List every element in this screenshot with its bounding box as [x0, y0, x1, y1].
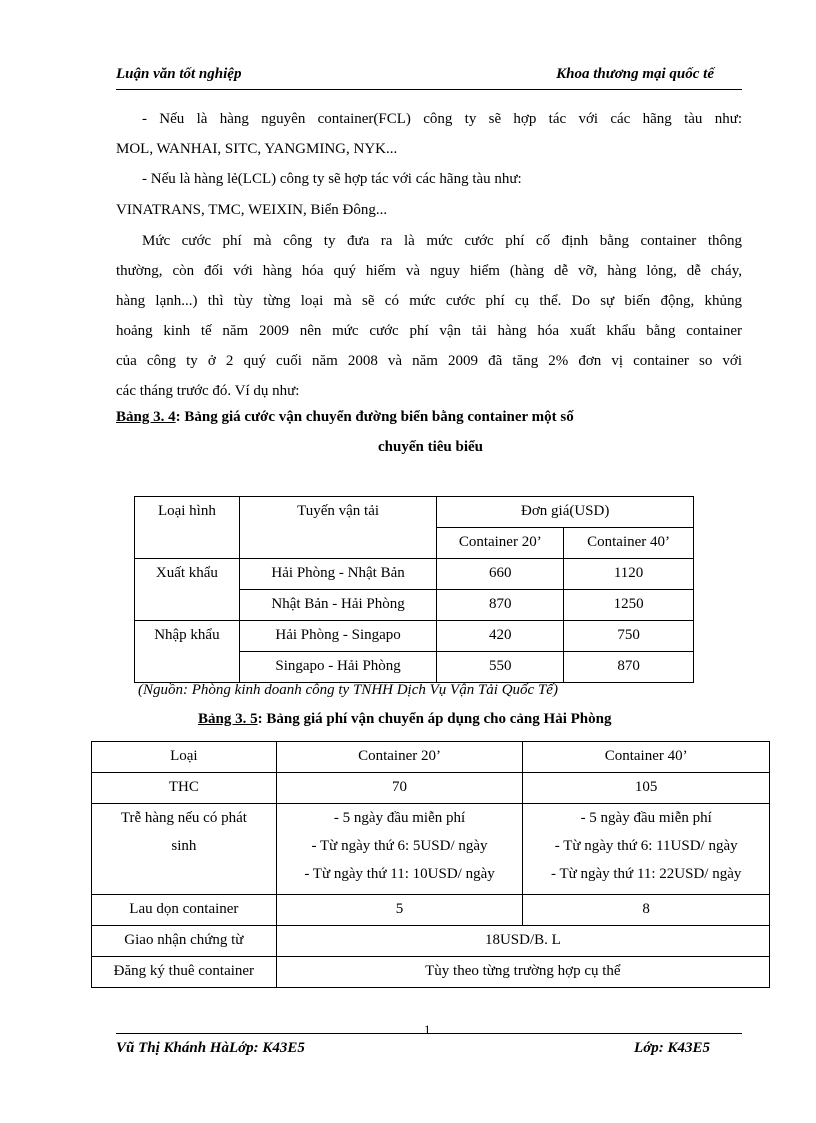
table2-thc-c20: 70	[276, 773, 523, 804]
table1-c40: 1250	[564, 590, 694, 621]
paragraph-pricing-line4: hoảng kinh tế năm 2009 nên mức cước phí vận tải hàng hóa xuất khẩu bằng container	[116, 323, 742, 339]
table2-caption-label: Bảng 3. 5	[198, 711, 258, 727]
table2-delay-c40-line: - Từ ngày thứ 11: 22USD/ ngày	[550, 866, 742, 882]
footer-rule	[116, 1033, 742, 1034]
paragraph-fcl-line2: MOL, WANHAI, SITC, YANGMING, NYK...	[116, 141, 398, 157]
footer-left: Vũ Thị Khánh HàLớp: K43E5	[116, 1040, 305, 1056]
table2-delay-c40-line: - Từ ngày thứ 6: 11USD/ ngày	[554, 838, 738, 854]
table2-delay-c20-line: - Từ ngày thứ 11: 10USD/ ngày	[304, 866, 495, 882]
table1-route: Hải Phòng - Nhật Bản	[239, 559, 437, 590]
table2-delay-label-line: sinh	[171, 838, 197, 854]
table2-header-c20: Container 20’	[276, 742, 523, 773]
table2-cleaning-c40: 8	[523, 895, 770, 926]
table2-delay-label-line: Trễ hàng nếu có phát	[120, 810, 247, 826]
table1-caption-label: Bảng 3. 4	[116, 409, 176, 425]
table1-c20: 660	[437, 559, 564, 590]
paragraph-pricing-line5: của công ty ở 2 quý cuối năm 2008 và năm 2009 đã tăng 2% đơn vị container so với	[116, 353, 742, 369]
header-rule	[116, 89, 742, 90]
table1-c40: 1120	[564, 559, 694, 590]
table2-thc-label: THC	[92, 773, 277, 804]
table1-c40: 750	[564, 621, 694, 652]
paragraph-fcl-line1: - Nếu là hàng nguyên container(FCL) công ty sẽ hợp tác với các hãng tàu như:	[142, 111, 742, 127]
page-number: 1	[424, 1022, 431, 1037]
table2-rental-value: Tùy theo từng trường hợp cụ thể	[276, 957, 769, 988]
table1-type-export: Xuất khẩu	[135, 559, 240, 621]
table2-delay-c40-line: - 5 ngày đầu miễn phí	[580, 810, 712, 826]
page-header	[116, 66, 742, 90]
table1-type-import: Nhập khẩu	[135, 621, 240, 683]
table2-docs-label: Giao nhận chứng từ	[92, 926, 277, 957]
table2-thc-c40: 105	[523, 773, 770, 804]
table2-delay-c40	[523, 804, 770, 895]
table2-delay-label	[92, 804, 277, 895]
paragraph-pricing-line6: các tháng trước đó. Ví dụ như:	[116, 383, 300, 399]
footer-right: Lớp: K43E5	[634, 1040, 710, 1056]
table2-header-c40: Container 40’	[523, 742, 770, 773]
table1-caption-line2: chuyến tiêu biểu	[378, 439, 484, 455]
table1-header-type: Loại hình	[135, 497, 240, 559]
page-footer	[116, 1040, 742, 1062]
table2-cleaning-c20: 5	[276, 895, 523, 926]
table1-c20: 550	[437, 652, 564, 683]
shipping-rate-table	[134, 496, 694, 683]
header-left: Luận văn tốt nghiệp	[116, 66, 242, 82]
table1-c40: 870	[564, 652, 694, 683]
table2-delay-c20-line: - Từ ngày thứ 6: 5USD/ ngày	[311, 838, 488, 854]
table1-route: Nhật Bản - Hải Phòng	[239, 590, 437, 621]
paragraph-lcl-line1: - Nếu là hàng lẻ(LCL) công ty sẽ hợp tác với các hãng tàu như:	[142, 171, 522, 187]
paragraph-lcl-line2: VINATRANS, TMC, WEIXIN, Biển Đông...	[116, 202, 388, 218]
table1-header-route: Tuyến vận tải	[239, 497, 437, 559]
table2-header-type: Loại	[92, 742, 277, 773]
table2-caption-text: : Bảng giá phí vận chuyển áp dụng cho cảng Hải Phòng	[257, 711, 612, 727]
table1-caption	[116, 409, 574, 426]
table2-docs-value: 18USD/B. L	[276, 926, 769, 957]
table1-c20: 420	[437, 621, 564, 652]
table1-route: Hải Phòng - Singapo	[239, 621, 437, 652]
paragraph-pricing-line3: hàng lạnh...) thì tùy từng loại mà sẽ có mức cước phí cụ thể. Do sự biến động, khủng	[116, 293, 742, 309]
header-right: Khoa thương mại quốc tế	[556, 66, 714, 82]
port-fee-table	[91, 741, 770, 988]
table2-delay-c20	[276, 804, 523, 895]
paragraph-pricing-line2: thường, còn đối với hàng hóa quý hiếm và nguy hiểm (hàng dễ vỡ, hàng lỏng, dễ cháy,	[116, 263, 742, 279]
table1-header-price: Đơn giá(USD)	[437, 497, 694, 528]
table1-header-c20: Container 20’	[437, 528, 564, 559]
table1-c20: 870	[437, 590, 564, 621]
paragraph-pricing-line1: Mức cước phí mà công ty đưa ra là mức cước phí cố định bằng container thông	[142, 233, 742, 249]
table2-cleaning-label: Lau dọn container	[92, 895, 277, 926]
table1-caption-text: : Bảng giá cước vận chuyển đường biển bằng container một số	[175, 409, 574, 425]
table1-route: Singapo - Hải Phòng	[239, 652, 437, 683]
table1-source-note: (Nguồn: Phòng kinh doanh công ty TNHH Dịch Vụ Vận Tải Quốc Tế)	[138, 682, 558, 698]
table2-rental-label: Đăng ký thuê container	[92, 957, 277, 988]
table2-caption	[198, 711, 611, 728]
table2-delay-c20-line: - 5 ngày đầu miễn phí	[333, 810, 466, 826]
table1-header-c40: Container 40’	[564, 528, 694, 559]
